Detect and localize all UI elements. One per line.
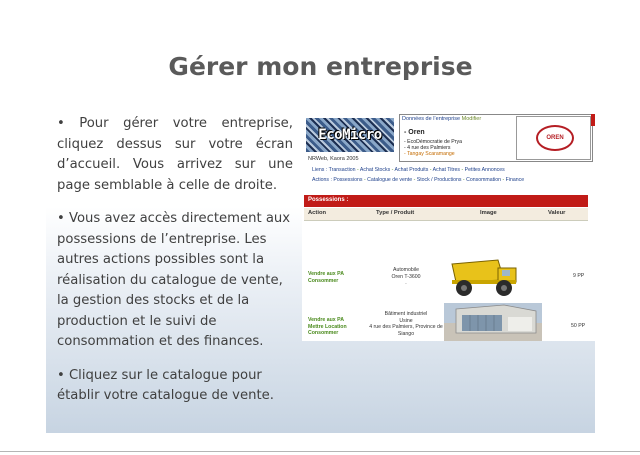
company-name: - Oren (404, 129, 425, 136)
action-catalogue[interactable]: Catalogue de vente (367, 177, 413, 183)
partner-logo-box (516, 116, 591, 160)
action-stock[interactable]: Stock / Productions (416, 177, 462, 183)
row-actions[interactable]: Vendre aux PA Mettre Location Consommer (308, 317, 347, 336)
dump-truck-image (446, 256, 526, 298)
factory-building-image (444, 303, 542, 341)
bullet-3: • Cliquez sur le catalogue pour établir votre catalogue de vente. (57, 367, 274, 403)
column-header: Image (480, 210, 497, 216)
ecomicro-logo: EcoMicro (306, 118, 394, 152)
company-info-line: - EcoDémocratie de Prya (404, 139, 462, 145)
action-consommation[interactable]: Consommation (466, 177, 501, 183)
row-actions[interactable]: Vendre aux PA Consommer (308, 271, 344, 284)
copyright-text: NRWeb, Kaora 2005 (308, 156, 359, 162)
divider (0, 451, 640, 452)
actions-nav: Actions : Possessions - Catalogue de vente - Stock / Productions - Consommation - Finance (312, 177, 525, 183)
company-info-line: - Tangay Scaramange (404, 151, 455, 157)
bullet-2: • Vous avez accès directement aux possessions de l’entreprise. Les autres actions possibles sont la réalisation du catalogue de vente, la gestion des stocks et de la production et le suivi de consommation et des finances. (57, 211, 291, 349)
slide (46, 22, 595, 433)
row-product: Automobile Oren T-3600 . (391, 267, 421, 286)
modify-link[interactable]: Modifier (461, 116, 482, 122)
slide-title: Gérer mon entreprise (168, 52, 473, 81)
column-header: Action (308, 210, 327, 216)
action-finance[interactable]: Finance (505, 177, 525, 183)
links-nav: Liens : Transaction - Achat Stocks - Achat Produits - Achat Titres - Petites Annonces (312, 167, 505, 173)
company-info-box (399, 114, 593, 162)
column-header: Type / Produit (376, 210, 415, 216)
oren-logo: OREN (536, 125, 574, 151)
bullet-1: • Pour gérer votre entreprise, cliquez dessus sur votre écran d’accueil. Vous arrivez sur une page semblable à celle de droite. (57, 116, 293, 193)
company-info-header: Données de l’entreprise Modifier (402, 116, 482, 122)
column-header: Valeur (548, 210, 566, 216)
possessions-header: Possessions : (304, 195, 588, 207)
table-header (304, 208, 588, 221)
link-transaction[interactable]: Transaction (328, 167, 356, 173)
company-info-line: - 4 rue des Palmiers (404, 145, 451, 151)
action-possessions[interactable]: Possessions (333, 177, 363, 183)
row-product: Bâtiment industriel Usine 4 rue des Palmiers, Province de Siango (369, 311, 443, 337)
link-petites-annonces[interactable]: Petites Annonces (464, 167, 505, 173)
row-value: 9 PP (573, 273, 585, 279)
app-screenshot (302, 111, 595, 341)
link-achat-produits[interactable]: Achat Produits (394, 167, 429, 173)
red-accent-bar (591, 114, 595, 126)
bullet-list (57, 114, 293, 420)
link-achat-stocks[interactable]: Achat Stocks (359, 167, 391, 173)
row-value: 50 PP (571, 323, 586, 329)
link-achat-titres[interactable]: Achat Titres (432, 167, 461, 173)
